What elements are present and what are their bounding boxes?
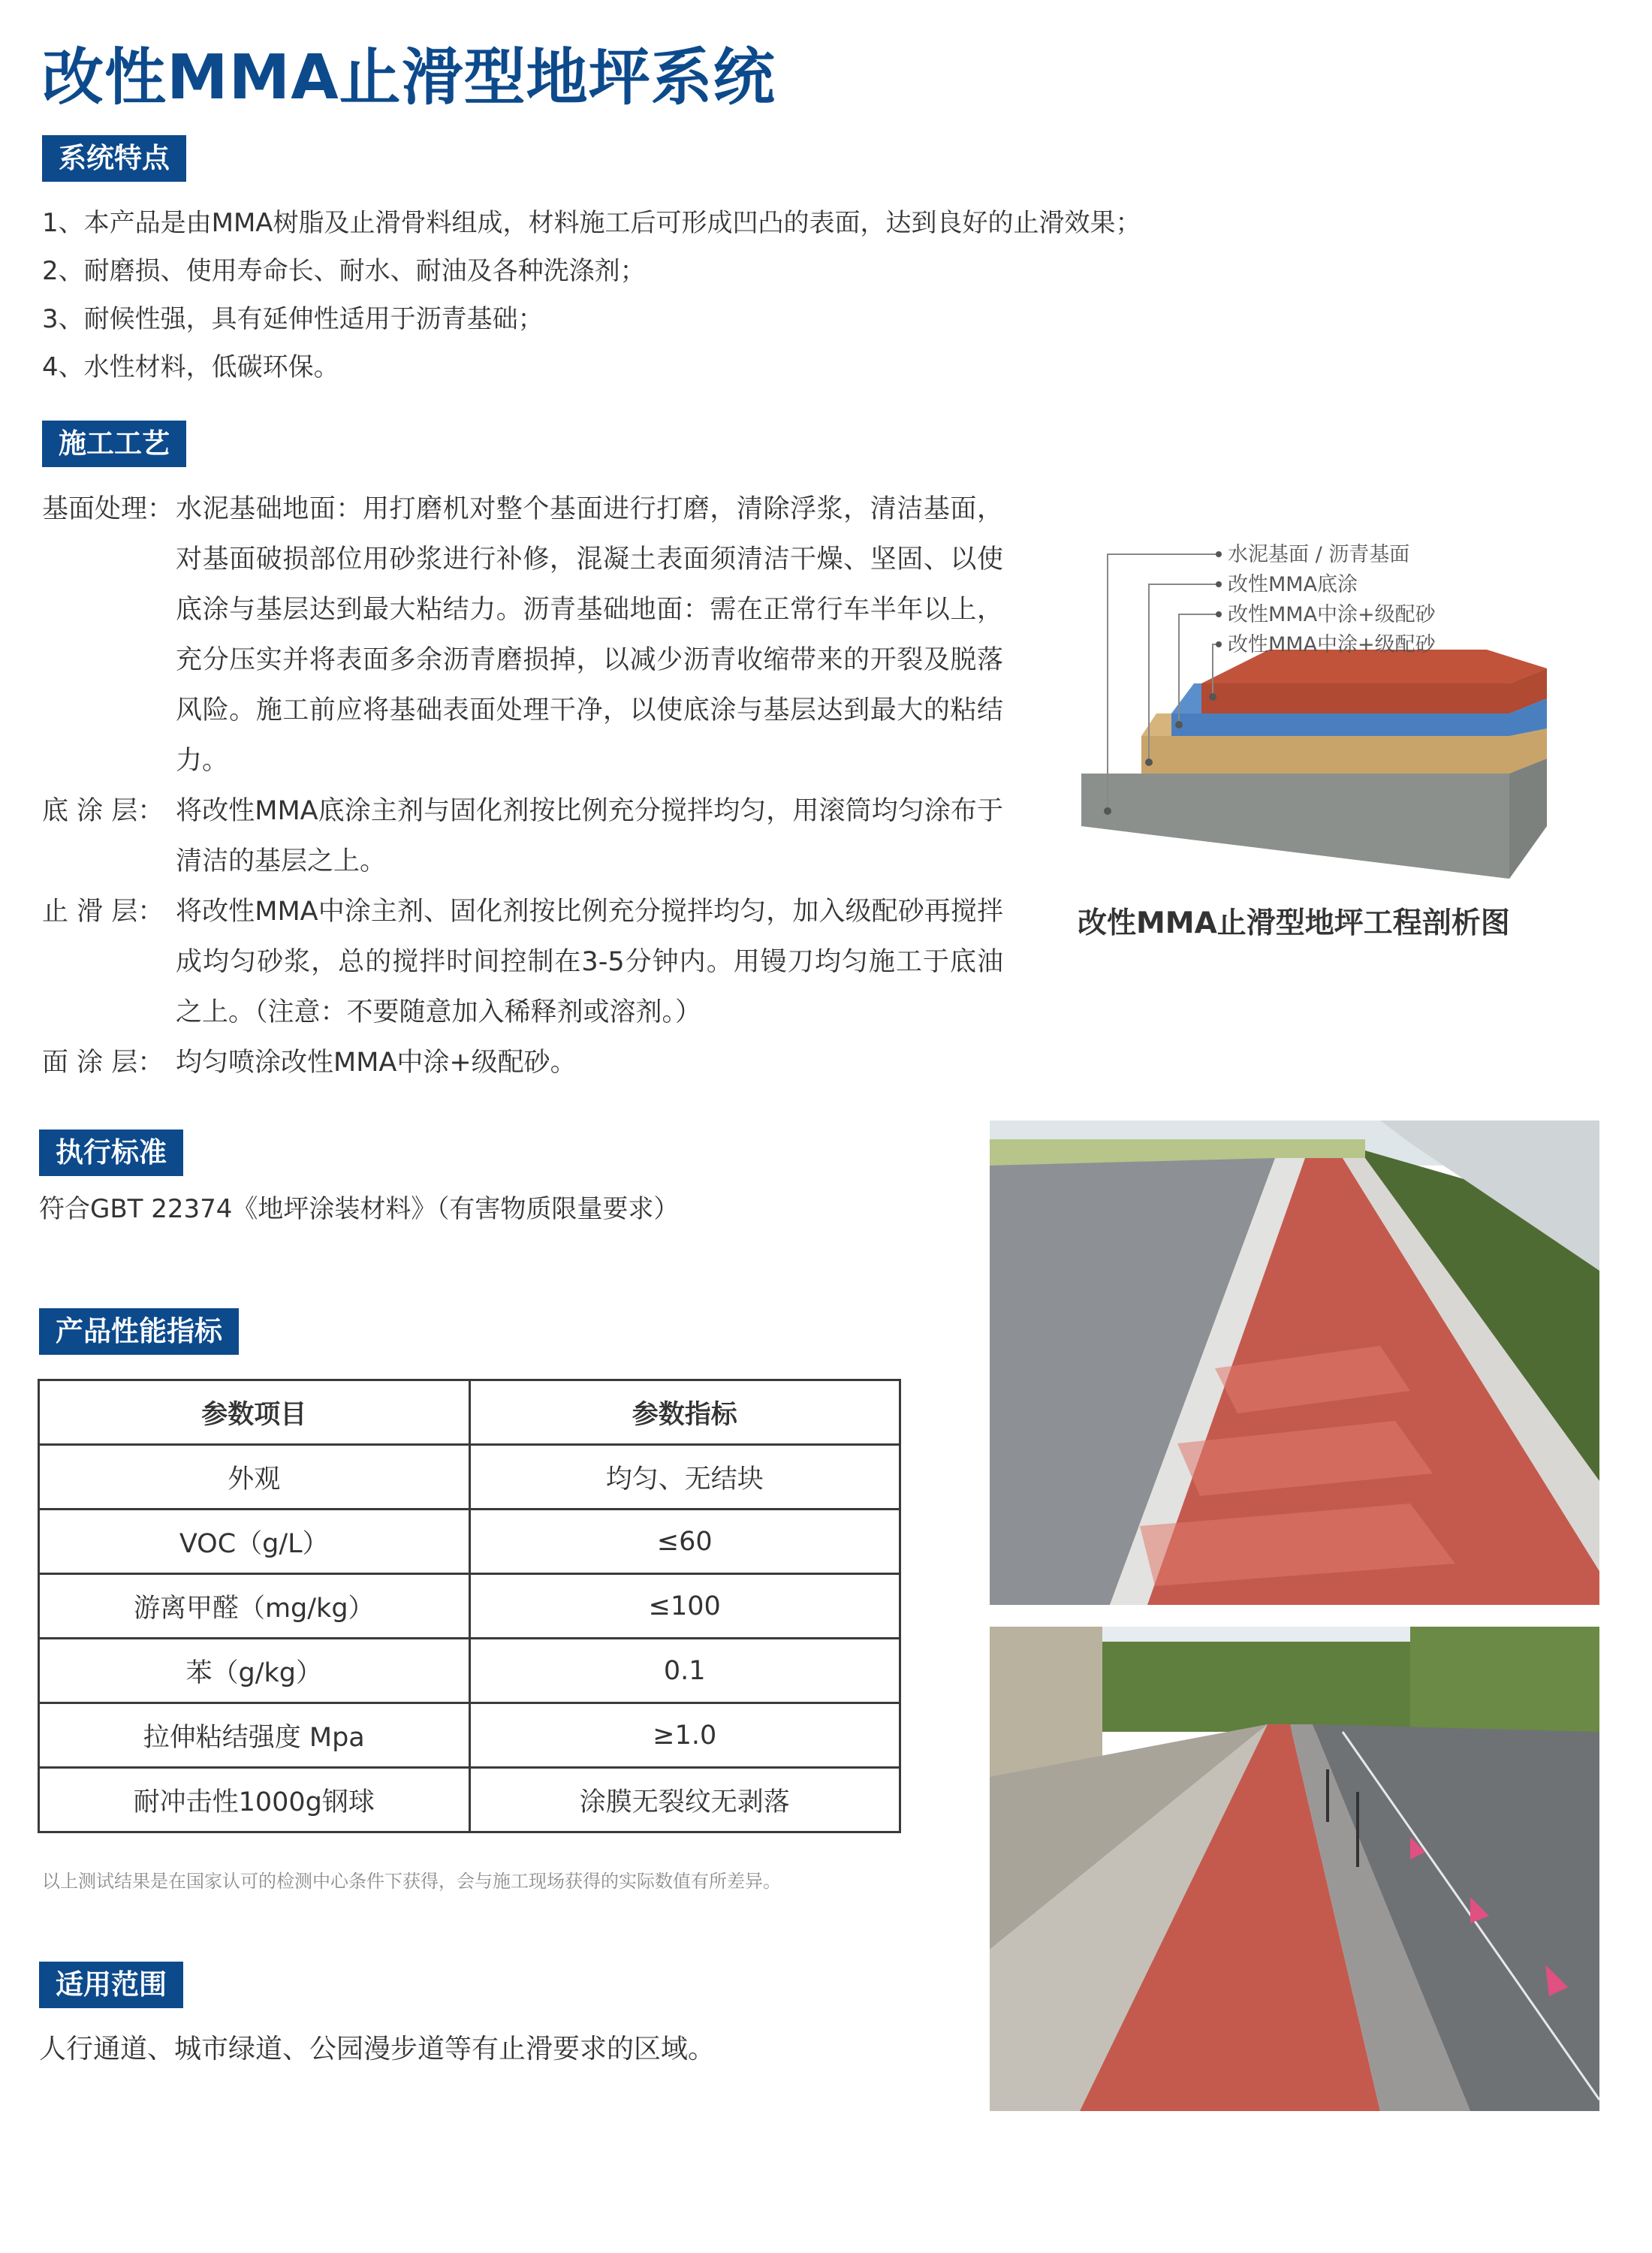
label-bullet (1216, 551, 1222, 557)
spec-header-cell: 参数指标 (469, 1380, 900, 1445)
step-label: 基面处理： (42, 494, 174, 524)
feature-item: 3、耐候性强，具有延伸性适用于沥青基础； (42, 304, 544, 334)
concrete-side (1509, 759, 1547, 879)
layer-diagram-graphic (1066, 511, 1637, 931)
leader-dot (1175, 721, 1183, 728)
layer-label: 水泥基面 / 沥青基面 (1228, 543, 1410, 566)
scope-heading: 适用范围 (39, 1962, 183, 2008)
concrete-front (1081, 774, 1509, 879)
process-heading: 施工工艺 (42, 421, 186, 467)
leader-dot (1104, 807, 1111, 815)
spec-param: 拉伸粘结强度 Mpa (39, 1703, 470, 1768)
diagram-caption: 改性MMA止滑型地坪工程剖析图 (1078, 906, 1510, 940)
table-row (39, 1768, 900, 1832)
spec-value: ≤100 (469, 1574, 900, 1639)
step-text: 将改性MMA中涂主剂、固化剂按比例充分搅拌均匀，加入级配砂再搅拌成均匀砂浆，总的搅拌时间控制在3-5分钟内。用镘刀均匀施工于底油之上。（注意：不要随意加入稀释剂或溶剂。） (176, 897, 1003, 1027)
features-heading: 系统特点 (42, 135, 186, 182)
table-row (39, 1703, 900, 1768)
layer-label: 改性MMA中涂+级配砂 (1228, 633, 1436, 656)
step-text: 均匀喷涂改性MMA中涂+级配砂。 (176, 1048, 577, 1078)
feature-item: 1、本产品是由MMA树脂及止滑骨料组成，材料施工后可形成凹凸的表面，达到良好的止滑效果； (42, 208, 1141, 238)
process-step (42, 484, 1003, 786)
leader-dot (1145, 759, 1153, 766)
page-title: 改性MMA止滑型地坪系统 (42, 42, 776, 113)
table-row (39, 1510, 900, 1574)
label-bullet (1216, 611, 1222, 617)
spec-value: ≤60 (469, 1510, 900, 1574)
spec-param: 外观 (39, 1445, 470, 1510)
standard-heading: 执行标准 (39, 1130, 183, 1176)
step-label: 底 涂 层： (42, 796, 164, 826)
process-step (42, 786, 1003, 887)
scope-text: 人行通道、城市绿道、公园漫步道等有止滑要求的区域。 (39, 2034, 716, 2064)
photo-bike-lane (990, 1627, 1599, 2111)
label-bullet (1216, 581, 1222, 587)
features-list (42, 199, 1141, 391)
spec-param: 苯（g/kg） (39, 1639, 470, 1703)
layer-label: 改性MMA底涂 (1228, 573, 1358, 596)
layer-label: 改性MMA中涂+级配砂 (1228, 603, 1436, 626)
standard-text: 符合GBT 22374《地坪涂装材料》（有害物质限量要求） (39, 1194, 680, 1224)
process-step (42, 1038, 1003, 1088)
spec-value: ≥1.0 (469, 1703, 900, 1768)
process-step (42, 887, 1003, 1038)
specs-heading: 产品性能指标 (39, 1308, 239, 1355)
table-row (39, 1574, 900, 1639)
spec-header-row (39, 1380, 900, 1445)
layer-diagram (1066, 511, 1637, 931)
spec-param: VOC（g/L） (39, 1510, 470, 1574)
feature-item: 2、耐磨损、使用寿命长、耐水、耐油及各种洗涤剂； (42, 256, 646, 286)
table-row (39, 1639, 900, 1703)
table-row (39, 1445, 900, 1510)
photo-walkway-hedge (990, 1120, 1599, 1605)
leader-dot (1209, 693, 1216, 701)
spec-param: 耐冲击性1000g钢球 (39, 1768, 470, 1832)
spec-note: 以上测试结果是在国家认可的检测中心条件下获得，会与施工现场获得的实际数值有所差异。 (42, 1871, 781, 1892)
step-text: 将改性MMA底涂主剂与固化剂按比例充分搅拌均匀，用滚筒均匀涂布于清洁的基层之上。 (176, 796, 1003, 876)
spec-table (38, 1379, 901, 1833)
step-text: 水泥基础地面：用打磨机对整个基面进行打磨，清除浮浆，清洁基面，对基面破损部位用砂浆进行补修，混凝土表面须清洁干燥、坚固、以使底涂与基层达到最大粘结力。沥青基础地面：需在正常行车半年以上，充分压实并将表面多余沥青磨损掉，以减少沥青收缩带来的开裂及脱落风险。施工前应将基础表面处理干净，以使底涂与基层达到最大的粘结力。 (176, 494, 1003, 776)
spec-header-cell: 参数项目 (39, 1380, 470, 1445)
process-steps (42, 484, 1003, 1088)
feature-item: 4、水性材料，低碳环保。 (42, 352, 339, 382)
spec-param: 游离甲醛（mg/kg） (39, 1574, 470, 1639)
step-label: 面 涂 层： (42, 1048, 164, 1078)
step-label: 止 滑 层： (42, 897, 164, 927)
spec-value: 均匀、无结块 (469, 1445, 900, 1510)
label-bullet (1216, 641, 1222, 647)
spec-value: 涂膜无裂纹无剥落 (469, 1768, 900, 1832)
spec-value: 0.1 (469, 1639, 900, 1703)
